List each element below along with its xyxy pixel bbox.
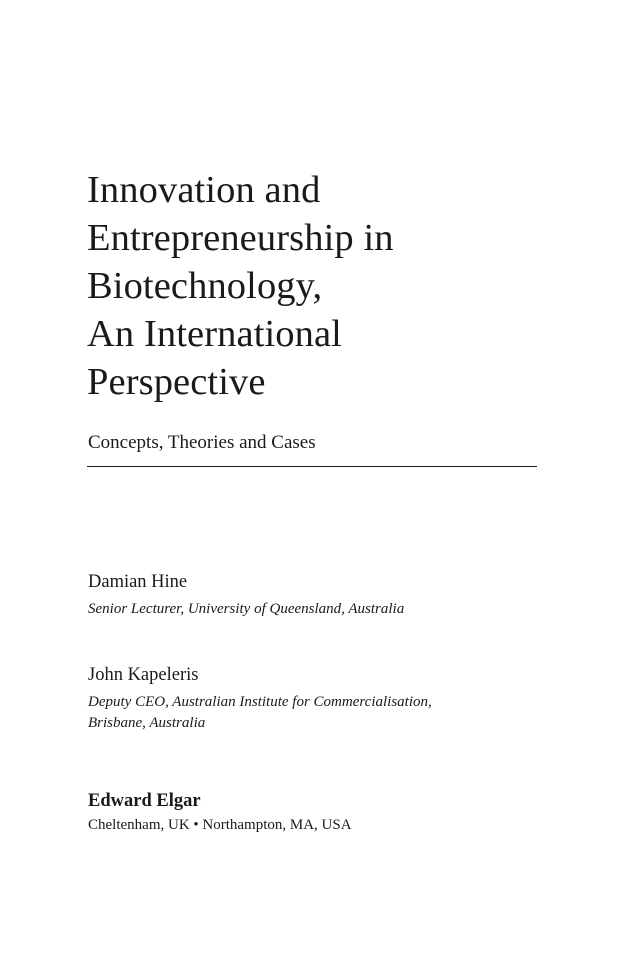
title-divider bbox=[87, 466, 537, 467]
author-affiliation-2 bbox=[88, 692, 432, 734]
author-name-1: Damian Hine bbox=[88, 572, 188, 592]
book-subtitle: Concepts, Theories and Cases bbox=[88, 432, 316, 453]
affiliation-line: Deputy CEO, Australian Institute for Commercialisation, bbox=[88, 694, 432, 710]
title-line: Perspective bbox=[87, 361, 266, 403]
title-line: Entrepreneurship in bbox=[87, 217, 394, 259]
publisher-name: Edward Elgar bbox=[88, 791, 201, 811]
publisher-location: Cheltenham, UK • Northampton, MA, USA bbox=[88, 817, 352, 833]
author-name-2: John Kapeleris bbox=[88, 665, 199, 685]
book-title bbox=[87, 166, 394, 406]
author-affiliation-1 bbox=[88, 599, 404, 620]
title-line: Innovation and bbox=[87, 169, 321, 211]
title-line: An International bbox=[87, 313, 342, 355]
affiliation-line: Brisbane, Australia bbox=[88, 715, 206, 731]
title-line: Biotechnology, bbox=[87, 265, 323, 307]
affiliation-line: Senior Lecturer, University of Queensland, Australia bbox=[88, 601, 405, 617]
